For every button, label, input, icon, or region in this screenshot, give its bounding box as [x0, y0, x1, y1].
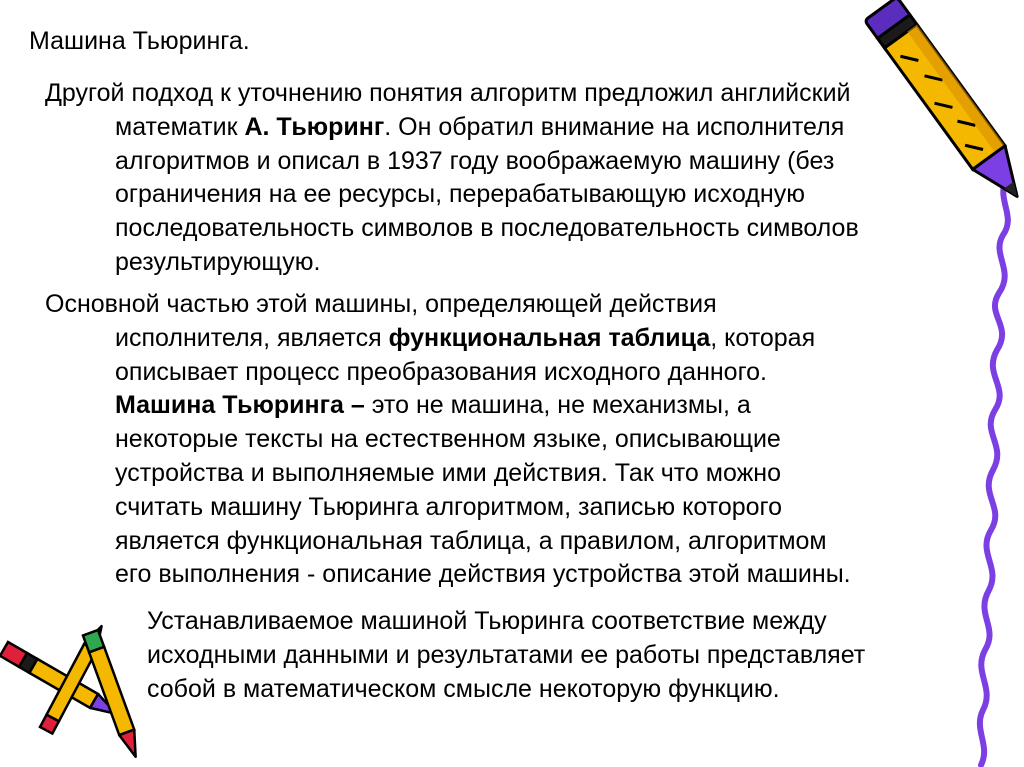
text-line: [45, 111, 985, 145]
text-line: его выполнения - описание действия устройства этой машины.: [115, 560, 851, 589]
bold-term-functional-table: функциональная таблица: [388, 323, 711, 352]
paragraph-turing-approach: [45, 77, 985, 280]
text-line: Устанавливаемое машиной Тьюринга соответствие между: [147, 607, 827, 635]
text-line: последовательность символов в последовательность символов: [115, 214, 859, 243]
text-line: [45, 389, 985, 423]
text-line: описывает процесс преобразования исходного данного.: [115, 357, 768, 386]
text-line: исходными данными и результатами ее работы представляет: [147, 640, 866, 669]
text-line: результирующую.: [115, 247, 321, 276]
text-line: Другой подход к уточнению понятия алгоритм предложил английский: [45, 79, 851, 107]
text-line: считать машину Тьюринга алгоритмом, записью которого: [115, 492, 783, 521]
text-line: устройства и выполняемые ими действия. Так что можно: [115, 458, 782, 487]
bold-term-turing: А. Тьюринг: [244, 112, 385, 141]
text-line: является функциональная таблица, а правилом, алгоритмом: [115, 526, 827, 555]
bold-term-turing-machine: Машина Тьюринга –: [115, 391, 365, 420]
text-fragment: исполнителя, является: [115, 323, 389, 352]
paragraph-functional-table: [45, 288, 985, 592]
pencils-cluster-icon: [0, 612, 160, 762]
text-fragment: . Он обратил внимание на исполнителя: [384, 112, 845, 141]
text-line: алгоритмов и описал в 1937 году воображаемую машину (без: [115, 146, 835, 175]
text-line: [45, 322, 985, 356]
text-line: ограничения на ее ресурсы, перерабатывающую исходную: [115, 180, 805, 209]
text-fragment: математик: [115, 112, 245, 141]
text-line: собой в математическом смысле некоторую функцию.: [147, 674, 780, 703]
text-line: Основной частью этой машины, определяющей действия: [45, 290, 717, 318]
text-fragment: , которая: [710, 323, 816, 352]
text-line: некоторые тексты на естественном языке, описывающие: [115, 425, 781, 454]
slide-title: Машина Тьюринга.: [29, 27, 250, 55]
text-fragment: это не машина, не механизмы, а: [364, 391, 751, 420]
paragraph-function-correspondence: [147, 605, 1024, 706]
